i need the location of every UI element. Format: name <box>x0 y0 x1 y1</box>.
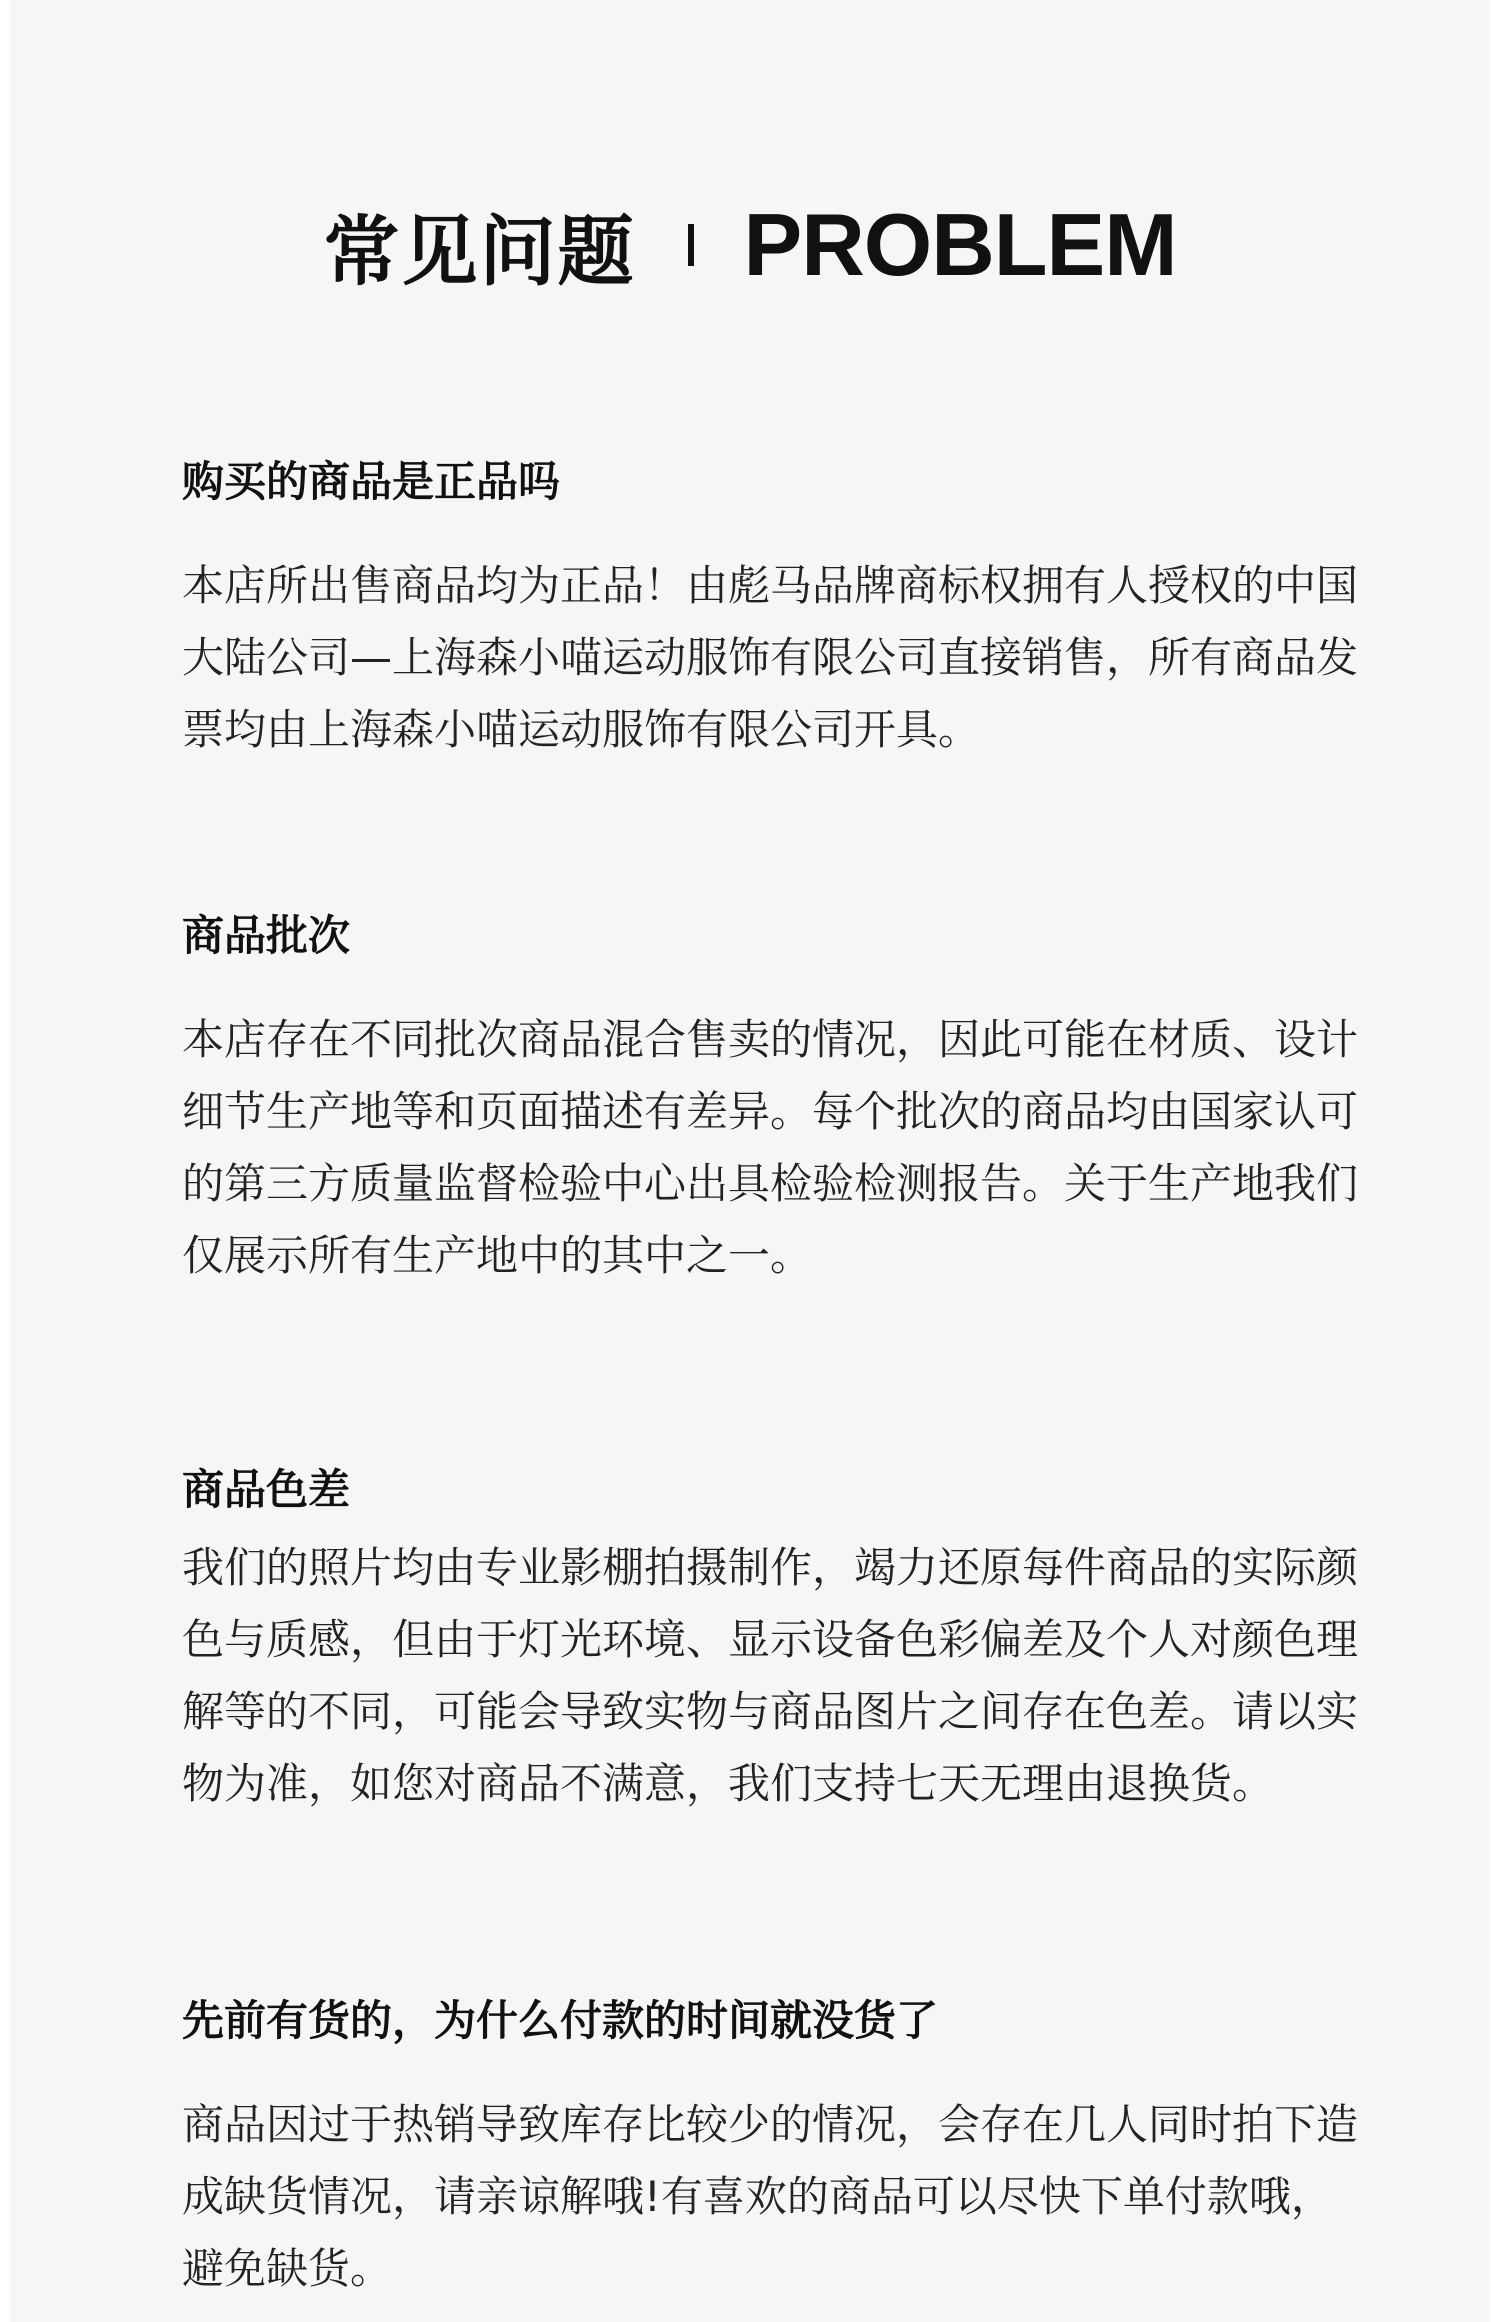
faq-question: 商品色差 <box>182 1465 351 1514</box>
faq-answer: 本店所出售商品均为正品！由彪马品牌商标权拥有人授权的中国大陆公司—上海森小喵运动服饰有限公司直接销售，所有商品发票均由上海森小喵运动服饰有限公司开具。 <box>182 561 1359 754</box>
faq-item-authenticity <box>182 452 1362 766</box>
faq-item-out-of-stock <box>182 1991 1362 2305</box>
page-title-chinese: 常见问题 <box>323 206 636 296</box>
faq-question: 购买的商品是正品吗 <box>182 457 561 506</box>
title-divider <box>688 224 694 266</box>
page-title-english: PROBLEM <box>743 195 1177 294</box>
faq-question: 先前有货的，为什么付款的时间就没货了 <box>182 1996 939 2045</box>
faq-question: 商品批次 <box>182 911 351 960</box>
faq-item-color-difference <box>182 1460 1362 1820</box>
faq-answer: 本店存在不同批次商品混合售卖的情况，因此可能在材质、设计细节生产地等和页面描述有差异。每个批次的商品均由国家认可的第三方质量监督检验中心出具检验检测报告。关于生产地我们仅展示所有生产地中的其中之一。 <box>182 1015 1359 1280</box>
faq-panel <box>10 0 1490 2322</box>
page-header <box>10 195 1490 296</box>
faq-item-batch <box>182 906 1362 1292</box>
faq-answer: 商品因过于热销导致库存比较少的情况，会存在几人同时拍下造成缺货情况，请亲谅解哦!有喜欢的商品可以尽快下单付款哦，避免缺货。 <box>182 2100 1359 2293</box>
faq-answer: 我们的照片均由专业影棚拍摄制作，竭力还原每件商品的实际颜色与质感，但由于灯光环境、显示设备色彩偏差及个人对颜色理解等的不同，可能会导致实物与商品图片之间存在色差。请以实物为准，如您对商品不满意，我们支持七天无理由退换货。 <box>182 1543 1359 1808</box>
